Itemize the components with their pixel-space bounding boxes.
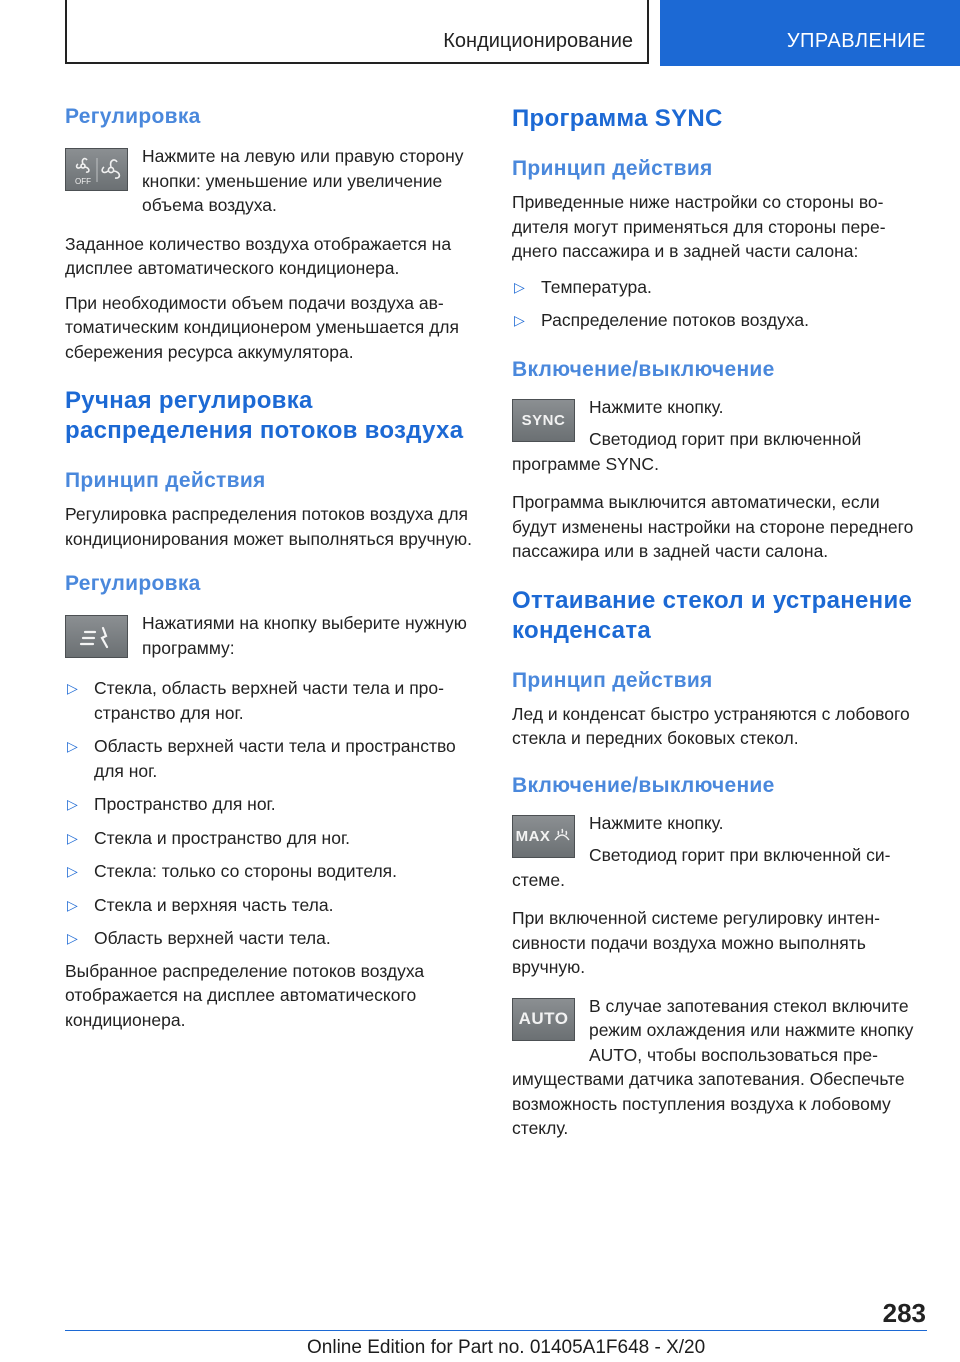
paragraph: Нажмите на левую или правую сторону кнопки: уменьшение или увеличение объема воздуха. [142, 146, 464, 215]
subheading-principle: Принцип действия [512, 157, 713, 180]
paragraph: Нажмите кнопку. [589, 812, 724, 833]
header-chapter-title: Кондиционирование [443, 30, 633, 52]
max-button-block [512, 811, 924, 893]
fan-off-label: OFF [74, 176, 91, 186]
triangle-bullet-icon: ▷ [67, 930, 78, 946]
paragraph: При включенной системе регулировку интенсивности подачи воздуха можно выполнять вручную. [512, 908, 880, 977]
paragraph: Светодиод горит при включенной системе. [512, 845, 891, 890]
paragraph: Выбранное распределение потоков воздуха отображается на дисплее автоматического кондиционера. [65, 960, 425, 1030]
sync-button-block [512, 395, 924, 477]
auto-button-icon [512, 998, 575, 1041]
paragraph: Заданное количество воздуха отображается на дисплее автоматического кондиционера. [65, 233, 452, 278]
page-number: 283 [882, 1298, 926, 1328]
paragraph: Светодиод горит при включенной программе SYNC. [512, 429, 862, 474]
paragraph: Приведенные ниже настройки со стороны водителя могут применяться для стороны переднего пассажира и в задней части салона: [512, 192, 886, 261]
list-item: ▷ Пространство для ног. [65, 792, 475, 817]
list-item: ▷ Стекла и пространство для ног. [65, 826, 475, 851]
paragraph: Программа выключится автоматически, если будут изменены настройки на стороне переднего пассажира или в задней части салона. [512, 492, 914, 561]
distribution-block [65, 611, 475, 664]
section-heading-sync: Программа SYNC [512, 105, 723, 132]
triangle-bullet-icon: ▷ [67, 829, 78, 846]
footer-divider [65, 1330, 927, 1331]
footer-edition-text: Online Edition for Part no. 01405A1F648 - X/20 [307, 1337, 706, 1358]
list-item: ▷ Область верхней части тела и пространство для ног. [67, 736, 456, 781]
paragraph: При необходимости объем подачи воздуха автоматическим кондиционером уменьшается для сбережения ресурса аккумулятора. [65, 292, 459, 362]
auto-button-block [512, 994, 924, 1141]
paragraph: Лед и конденсат быстро устраняются с лобового стекла и передних боковых стекол. [512, 703, 910, 748]
triangle-bullet-icon: ▷ [67, 680, 78, 696]
triangle-bullet-icon: ▷ [67, 796, 78, 812]
right-column [512, 100, 924, 1141]
fan-speed-button-icon [65, 148, 128, 191]
subheading-regulation: Регулировка [65, 572, 201, 595]
list-item: ▷ Область верхней части тела. [65, 926, 475, 951]
auto-button-label: AUTO [518, 1009, 569, 1028]
header-section-title: УПРАВЛЕНИЕ [786, 30, 926, 52]
fan-regulation-block [65, 144, 475, 218]
program-list [65, 676, 475, 951]
list-item: ▷ Стекла и верхняя часть тела. [65, 893, 475, 918]
list-item: ▷ Температура. [512, 275, 924, 300]
triangle-bullet-icon: ▷ [67, 863, 78, 879]
paragraph: В случае запотевания стекол включите режим охлаждения или нажмите кнопку AUTO, чтобы воспользоваться преимуществами датчика запотевания. Обеспечьте возможность поступления воздуха к лобовому стеклу. [512, 995, 914, 1138]
paragraph: Нажатиями на кнопку выберите нужную программу: [142, 613, 467, 658]
sync-button-label: SYNC [521, 411, 566, 429]
paragraph: Регулировка распределения потоков воздуха для кондиционирования может выполняться вручную. [65, 504, 472, 549]
sync-button-icon [512, 399, 575, 442]
triangle-bullet-icon: ▷ [514, 312, 525, 328]
list-item: ▷ Стекла, область верхней части тела и пространство для ног. [67, 678, 444, 723]
section-heading-defrost: Оттаивание стекол и устранение конденсата [512, 586, 913, 644]
header-chapter-box [65, 0, 649, 64]
air-distribution-button-icon [65, 615, 128, 658]
section-heading-manual-distribution: Ручная регулировка распределения потоков воздуха [65, 387, 464, 444]
air-distribution-icon [75, 622, 119, 652]
subheading-on-off: Включение/выключение [512, 773, 775, 797]
subheading-principle: Принцип действия [512, 668, 713, 692]
section-heading-regulation: Регулировка [65, 105, 201, 128]
sync-list [512, 275, 924, 333]
list-item: ▷ Распределение потоков воздуха. [512, 308, 924, 333]
header-section-tab [660, 0, 960, 66]
triangle-bullet-icon: ▷ [514, 278, 525, 295]
triangle-bullet-icon: ▷ [67, 896, 78, 913]
fan-icon [69, 153, 125, 187]
subheading-principle: Принцип действия [65, 469, 266, 492]
subheading-on-off: Включение/выключение [512, 357, 775, 381]
left-column [65, 100, 475, 1032]
max-defrost-button-icon [512, 815, 575, 858]
list-item: ▷ Стекла: только со стороны водителя. [65, 859, 475, 884]
max-button-label: MAX [515, 827, 551, 845]
triangle-bullet-icon: ▷ [67, 738, 78, 754]
paragraph: Нажмите кнопку. [589, 396, 724, 417]
windshield-defrost-icon [553, 828, 571, 844]
